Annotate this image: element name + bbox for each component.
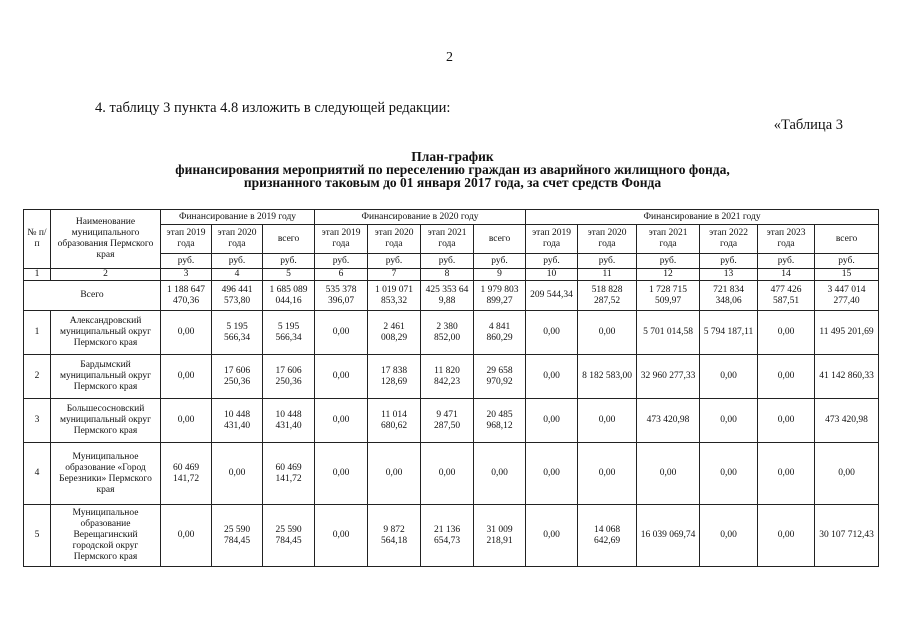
amount-cell: 9 872 564,18 [368, 505, 421, 567]
column-number: 8 [421, 269, 474, 281]
amount-cell: 0,00 [315, 399, 368, 443]
amount-cell: 11 014 680,62 [368, 399, 421, 443]
municipality-name: Муниципальное образование «Город Березники» Пермского края [51, 443, 161, 505]
subheader-cell: этап 2019 года [526, 225, 578, 254]
column-number: 14 [758, 269, 815, 281]
amount-cell: 0,00 [315, 355, 368, 399]
column-number: 3 [161, 269, 212, 281]
title-line-2: финансирования мероприятий по переселению граждан из аварийного жилищного фонда, [175, 162, 730, 177]
amount-cell: 41 142 860,33 [815, 355, 879, 399]
subheader-cell: этап 2020 года [212, 225, 263, 254]
unit-cell: руб. [578, 254, 637, 269]
subheader-cell: этап 2022 года [700, 225, 758, 254]
amount-cell: 0,00 [526, 311, 578, 355]
subheader-cell: всего [474, 225, 526, 254]
amount-cell: 0,00 [212, 443, 263, 505]
table-row [24, 311, 879, 355]
total-value: 1 979 803 899,27 [474, 281, 526, 311]
page-number: 2 [446, 50, 453, 65]
amount-cell: 0,00 [526, 399, 578, 443]
amount-cell: 0,00 [526, 443, 578, 505]
unit-cell: руб. [474, 254, 526, 269]
amount-cell: 14 068 642,69 [578, 505, 637, 567]
column-number: 9 [474, 269, 526, 281]
amount-cell: 0,00 [161, 399, 212, 443]
unit-cell: руб. [161, 254, 212, 269]
amount-cell: 0,00 [315, 311, 368, 355]
column-number: 5 [263, 269, 315, 281]
amount-cell: 25 590 784,45 [212, 505, 263, 567]
amount-cell: 0,00 [526, 505, 578, 567]
intro-text: 4. таблицу 3 пункта 4.8 изложить в следующей редакции: [95, 100, 451, 116]
amount-cell: 0,00 [758, 505, 815, 567]
amount-cell: 11 820 842,23 [421, 355, 474, 399]
amount-cell: 5 701 014,58 [637, 311, 700, 355]
amount-cell: 2 380 852,00 [421, 311, 474, 355]
total-value: 1 188 647 470,36 [161, 281, 212, 311]
total-value: 209 544,34 [526, 281, 578, 311]
amount-cell: 0,00 [815, 443, 879, 505]
subheader-cell: этап 2023 года [758, 225, 815, 254]
total-value: 425 353 64 9,88 [421, 281, 474, 311]
amount-cell: 17 606 250,36 [263, 355, 315, 399]
subheader-cell: этап 2021 года [421, 225, 474, 254]
amount-cell: 29 658 970,92 [474, 355, 526, 399]
subheader-cell: этап 2020 года [368, 225, 421, 254]
amount-cell: 0,00 [758, 399, 815, 443]
amount-cell: 0,00 [578, 399, 637, 443]
title-line-1: План-график [411, 149, 494, 164]
row-number: 4 [24, 443, 51, 505]
subheader-cell: этап 2019 года [161, 225, 212, 254]
unit-cell: руб. [758, 254, 815, 269]
municipality-name: Бардымский муниципальный округ Пермского края [51, 355, 161, 399]
amount-cell: 5 195 566,34 [212, 311, 263, 355]
amount-cell: 21 136 654,73 [421, 505, 474, 567]
unit-cell: руб. [815, 254, 879, 269]
column-number: 12 [637, 269, 700, 281]
amount-cell: 0,00 [368, 443, 421, 505]
total-value: 535 378 396,07 [315, 281, 368, 311]
column-number: 2 [51, 269, 161, 281]
amount-cell: 31 009 218,91 [474, 505, 526, 567]
total-value: 518 828 287,52 [578, 281, 637, 311]
subheader-cell: этап 2021 года [637, 225, 700, 254]
unit-cell: руб. [315, 254, 368, 269]
unit-cell: руб. [368, 254, 421, 269]
amount-cell: 0,00 [526, 355, 578, 399]
table-row [24, 443, 879, 505]
column-number: 6 [315, 269, 368, 281]
column-number: 1 [24, 269, 51, 281]
amount-cell: 17 606 250,36 [212, 355, 263, 399]
total-label: Всего [24, 281, 161, 311]
amount-cell: 0,00 [315, 505, 368, 567]
amount-cell: 30 107 712,43 [815, 505, 879, 567]
title-line-3: признанного таковым до 01 января 2017 года, за счет средств Фонда [243, 175, 662, 190]
amount-cell: 473 420,98 [637, 399, 700, 443]
amount-cell: 0,00 [700, 443, 758, 505]
amount-cell: 60 469 141,72 [161, 443, 212, 505]
amount-cell: 5 195 566,34 [263, 311, 315, 355]
total-value: 477 426 587,51 [758, 281, 815, 311]
financing-table [23, 209, 879, 567]
total-value: 1 019 071 853,32 [368, 281, 421, 311]
header-group-2019: Финансирование в 2019 году [161, 210, 315, 225]
amount-cell: 0,00 [700, 505, 758, 567]
subheader-cell: этап 2020 года [578, 225, 637, 254]
municipality-name: Муниципальное образование Верещагинский городской округ Пермского края [51, 505, 161, 567]
unit-cell: руб. [421, 254, 474, 269]
amount-cell: 0,00 [161, 355, 212, 399]
amount-cell: 8 182 583,00 [578, 355, 637, 399]
unit-cell: руб. [700, 254, 758, 269]
subheader-cell: всего [815, 225, 879, 254]
unit-cell: руб. [526, 254, 578, 269]
amount-cell: 0,00 [637, 443, 700, 505]
amount-cell: 5 794 187,11 [700, 311, 758, 355]
amount-cell: 10 448 431,40 [263, 399, 315, 443]
column-number: 10 [526, 269, 578, 281]
amount-cell: 0,00 [578, 443, 637, 505]
unit-cell: руб. [637, 254, 700, 269]
amount-cell: 0,00 [758, 443, 815, 505]
unit-cell: руб. [263, 254, 315, 269]
amount-cell: 9 471 287,50 [421, 399, 474, 443]
amount-cell: 16 039 069,74 [637, 505, 700, 567]
total-row [24, 281, 879, 311]
amount-cell: 60 469 141,72 [263, 443, 315, 505]
column-number: 4 [212, 269, 263, 281]
amount-cell: 32 960 277,33 [637, 355, 700, 399]
municipality-name: Большесосновский муниципальный округ Пермского края [51, 399, 161, 443]
header-group-2021: Финансирование в 2021 году [526, 210, 879, 225]
subheader-cell: этап 2019 года [315, 225, 368, 254]
column-number: 13 [700, 269, 758, 281]
amount-cell: 25 590 784,45 [263, 505, 315, 567]
amount-cell: 10 448 431,40 [212, 399, 263, 443]
table-row [24, 505, 879, 567]
header-group-2020: Финансирование в 2020 году [315, 210, 526, 225]
amount-cell: 0,00 [161, 311, 212, 355]
column-number: 7 [368, 269, 421, 281]
municipality-name: Александровский муниципальный округ Пермского края [51, 311, 161, 355]
total-value: 1 685 089 044,16 [263, 281, 315, 311]
row-number: 5 [24, 505, 51, 567]
total-value: 721 834 348,06 [700, 281, 758, 311]
table-row [24, 355, 879, 399]
amount-cell: 0,00 [315, 443, 368, 505]
amount-cell: 0,00 [474, 443, 526, 505]
amount-cell: 0,00 [758, 311, 815, 355]
amount-cell: 11 495 201,69 [815, 311, 879, 355]
header-no: № п/п [24, 210, 51, 269]
amount-cell: 0,00 [161, 505, 212, 567]
table-label: «Таблица 3 [773, 117, 843, 133]
row-number: 2 [24, 355, 51, 399]
amount-cell: 0,00 [758, 355, 815, 399]
table-row [24, 399, 879, 443]
amount-cell: 0,00 [700, 355, 758, 399]
total-value: 3 447 014 277,40 [815, 281, 879, 311]
document-title [0, 150, 905, 189]
amount-cell: 2 461 008,29 [368, 311, 421, 355]
column-number: 15 [815, 269, 879, 281]
amount-cell: 20 485 968,12 [474, 399, 526, 443]
total-value: 496 441 573,80 [212, 281, 263, 311]
row-number: 3 [24, 399, 51, 443]
total-value: 1 728 715 509,97 [637, 281, 700, 311]
amount-cell: 17 838 128,69 [368, 355, 421, 399]
amount-cell: 0,00 [578, 311, 637, 355]
amount-cell: 0,00 [700, 399, 758, 443]
amount-cell: 0,00 [421, 443, 474, 505]
subheader-cell: всего [263, 225, 315, 254]
row-number: 1 [24, 311, 51, 355]
unit-cell: руб. [212, 254, 263, 269]
amount-cell: 473 420,98 [815, 399, 879, 443]
amount-cell: 4 841 860,29 [474, 311, 526, 355]
column-number: 11 [578, 269, 637, 281]
header-name: Наименование муниципального образования Пермского края [51, 210, 161, 269]
